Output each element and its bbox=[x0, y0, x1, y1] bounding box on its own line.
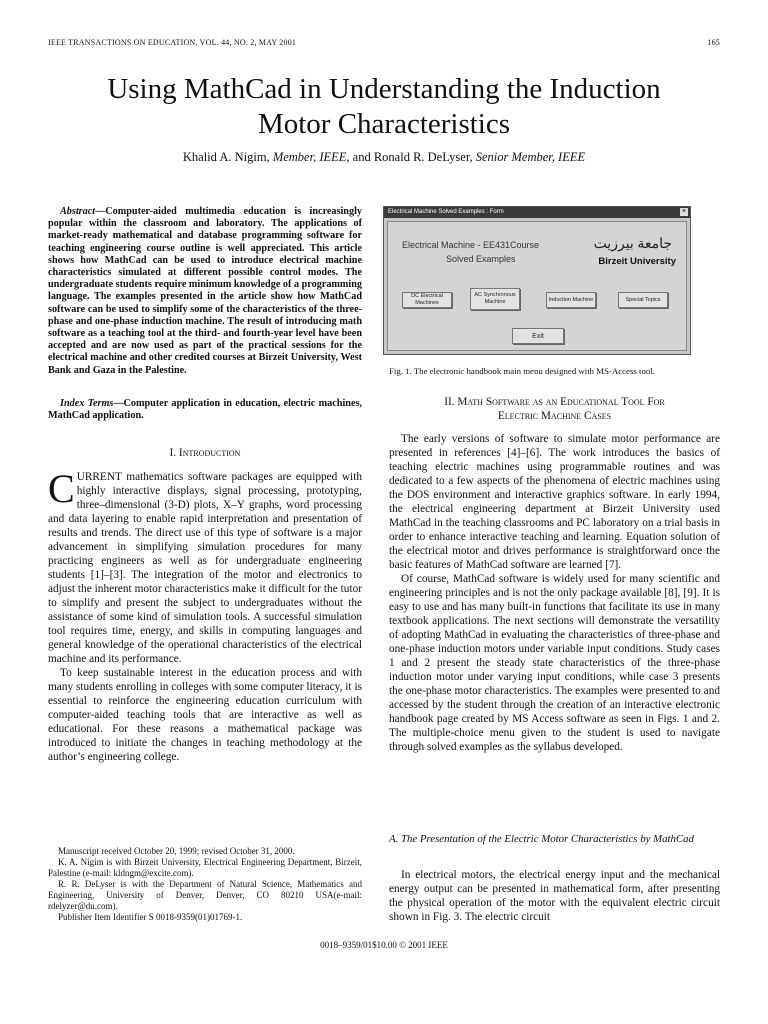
section-1-heading: I. Introduction bbox=[169, 447, 241, 459]
section-introduction bbox=[48, 446, 362, 764]
figure-course-title: Electrical Machine - EE431Course bbox=[402, 240, 540, 250]
intro-paragraph-2: To keep sustainable interest in the education process and with many students enrolling in colleges with some computer literacy, it is essential to reinforce the engineering education curriculum with computer-aided teaching tools that are interactive as well as educational. For these reasons a mathematical package was introduced to initiate the changes in teaching methodology at the author’s engineering college. bbox=[48, 667, 362, 763]
intro-p1-text: URRENT mathematics software packages are equipped with highly interactive displays, signal processing, prototyping, three–dimensional (3-D) plots, X–Y graphs, word processing and data layering to enable rapid interpretation and presentation of results and trends. The direct use of this type of software is a major advancement in simplifying simulation procedures for many practicing engineers as well as for undergraduate engineering students [1]–[3]. The integration of the motor and electronics to adjust the inherent motor characteristics make it difficult for the tutor to simplify and present the subject to undergraduates without the assistance of some kind of simulation tools. A successful simulation tool requires time, energy, and skills in computing languages and general knowledge of the operational characteristics of the electrical machine and its performance. bbox=[48, 471, 362, 665]
subsection-a-body bbox=[389, 868, 720, 924]
exit-button: Exit bbox=[512, 328, 564, 344]
footnote-manuscript: Manuscript received October 20, 1999; revised October 31, 2000. bbox=[58, 846, 295, 856]
abstract-label: Abstract bbox=[60, 206, 96, 217]
figure-window-titlebar bbox=[384, 207, 690, 218]
author-1: Khalid A. Nigim, bbox=[182, 150, 270, 164]
special-topics-button: Special Topics bbox=[618, 292, 668, 308]
author-1-role: Member, IEEE, bbox=[272, 150, 350, 164]
figure-window-body bbox=[387, 221, 687, 351]
subsection-a-paragraph-1: In electrical motors, the electrical energy input and the mechanical energy output can be presented in mathematical form, after presenting the physical operation of the motor with the equivalent electric circuit shown in Fig. 3. The electric circuit bbox=[389, 869, 720, 923]
index-terms bbox=[48, 398, 362, 422]
section-2-heading-line-2: Electric Machine Cases bbox=[497, 410, 612, 422]
ac-synchronous-button: AC Synchronous Machine bbox=[470, 288, 520, 310]
figure-window-title: Electrical Machine Solved Examples : Form bbox=[388, 209, 504, 215]
copyright-line: 0018–9359/01$10.00 © 2001 IEEE bbox=[320, 940, 448, 950]
abstract-text: —Computer-aided multimedia education is increasingly popular within the classroom and laboratory. The applications of market-ready mathematical and database programming software for teaching engineering course outline is well appreciated. This article shows how MathCad can be used to introduce electrical machine characteristics simulated at different possible control modes. The undergraduate students require minimum knowledge of a programming language. The examples presented in the article show how MathCad software can be used to simplify some of the characteristics of the three-phase and one-phase induction machine. The result of introducing math software as a teaching tool at the third- and fourth-year level have been accepted and are now used as part of the practical sessions for the electrical machine and other credited courses at Birzeit University, West Bank and Gaza in the Palestine. bbox=[48, 206, 362, 376]
drop-cap: C bbox=[48, 466, 75, 511]
university-logo-english: Birzeit University bbox=[598, 256, 676, 267]
university-logo-arabic: جامعة بيرزيت bbox=[593, 237, 672, 252]
section-2-heading-block bbox=[389, 395, 720, 423]
section-2-heading-line-1: II. Math Software as an Educational Tool For bbox=[444, 396, 665, 408]
paper-title bbox=[40, 72, 728, 142]
footnote-delyser: R. R. DeLyser is with the Department of Natural Science, Mathematics and Engineering, University of Denver, Denver, CO 80210 USA(e-mail: rdelyzer@du.com). bbox=[48, 879, 362, 911]
section-2-paragraph-1: The early versions of software to simulate motor performance are presented in references [4]–[6]. The work introduces the basics of teaching electric machines using programmable routines and was dedicated to a few aspects of the phenomena of electric machines using the DOS environment and interactive graphics software. In early 1994, the electrical engineering department at Birzeit University used MathCad in the teaching classrooms and PC laboratory on a trial basis in order to enhance interactive teaching and learning. Equation solution of the electrical motor and drives performance is straightforward once the basic features of MathCad software are learned [7]. bbox=[389, 433, 720, 571]
author-2-role: Senior Member, IEEE bbox=[475, 150, 586, 164]
author-2: and Ronald R. DeLyser, bbox=[352, 150, 473, 164]
footnote-nigim: K. A. Nigim is with Birzeit University, Electrical Engineering Department, Birzeit, Palestine (e-mail: kldngm@excite.com). bbox=[48, 857, 362, 878]
title-line-2: Motor Characteristics bbox=[257, 108, 511, 140]
footnotes bbox=[48, 846, 362, 923]
page-number: 165 bbox=[707, 38, 720, 47]
induction-machine-button: Induction Machine bbox=[546, 292, 596, 308]
dc-machines-button: DC Electrical Machines bbox=[402, 292, 452, 308]
author-line bbox=[40, 150, 728, 165]
index-terms-label: Index Terms bbox=[60, 398, 114, 409]
running-header: IEEE TRANSACTIONS ON EDUCATION, VOL. 44, NO. 2, MAY 2001 bbox=[48, 38, 297, 47]
figure-1-caption: Fig. 1. The electronic handbook main menu designed with MS-Access tool. bbox=[389, 366, 655, 376]
title-line-1: Using MathCad in Understanding the Induction bbox=[107, 73, 661, 105]
subsection-a-heading: A. The Presentation of the Electric Motor Characteristics by MathCad bbox=[389, 833, 694, 845]
section-2-body bbox=[389, 432, 720, 754]
footnote-publisher: Publisher Item Identifier S 0018-9359(01)01769-1. bbox=[58, 912, 243, 922]
close-icon: × bbox=[681, 208, 687, 215]
abstract bbox=[48, 206, 362, 377]
figure-1-screenshot bbox=[383, 206, 691, 355]
figure-course-subtitle: Solved Examples bbox=[446, 254, 516, 264]
index-terms-text: —Computer application in education, electric machines, MathCad application. bbox=[48, 398, 362, 422]
section-2-paragraph-2: Of course, MathCad software is widely used for many scientific and engineering principles and is not the only package available [8], [9]. It is easy to use and has many built-in functions that facilitate its use in many textbook applications. The next sections will demonstrate the versatility of adopting MathCad in evaluating the characteristics of three-phase and one-phase induction motors under variable input conditions. Study cases 1 and 2 present the steady state characteristics of the three-phase induction motor under varying input conditions, while case 3 presents the one-phase motor characteristics. The examples were presented to and accessed by the student through the creation of an interactive electronic handbook page created by MS Access software as seen in Figs. 1 and 2. The multiple-choice menu given to the student is used to navigate through solved examples as the syllabus developed. bbox=[389, 573, 720, 753]
intro-paragraph-1 bbox=[48, 466, 362, 666]
